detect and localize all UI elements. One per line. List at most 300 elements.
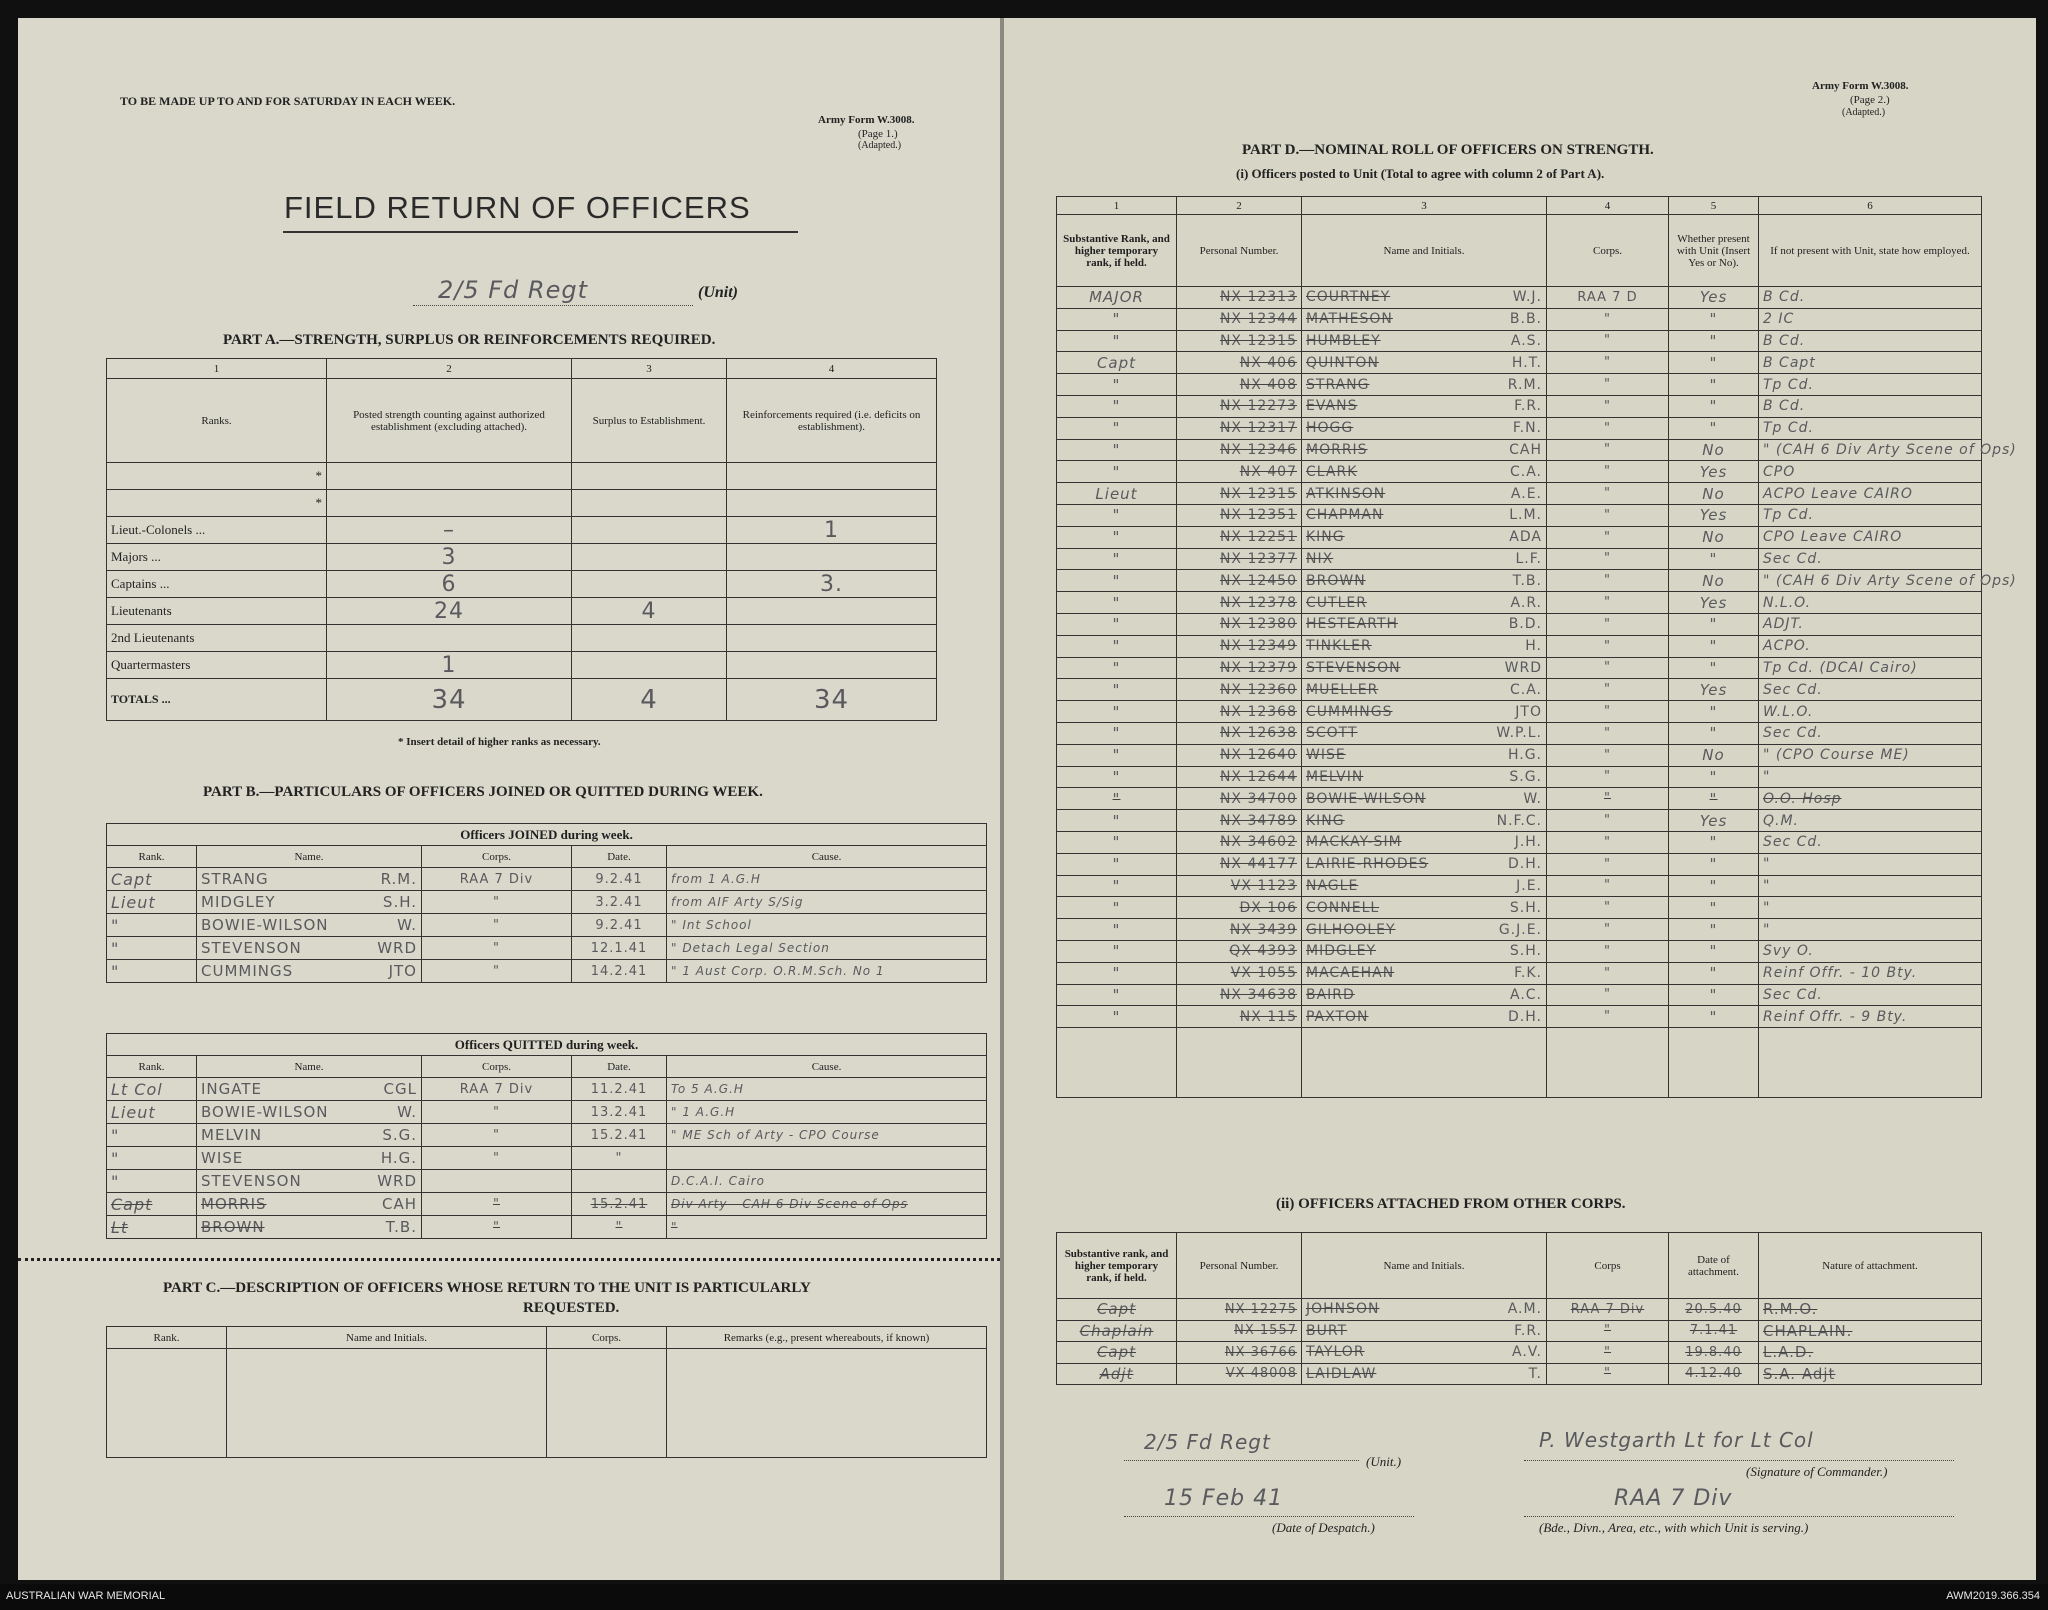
employed-cell: Sec Cd.	[1759, 548, 1982, 570]
name-cell	[197, 1147, 422, 1170]
rank-cell: "	[1057, 831, 1177, 853]
corps-cell: "	[1547, 744, 1669, 766]
attached-row	[1057, 1363, 1982, 1385]
roll-row	[1057, 635, 1982, 657]
employed-cell: Tp Cd. (DCAI Cairo)	[1759, 657, 1982, 679]
col-header-name: Name and Initials.	[1302, 215, 1547, 287]
roll-row	[1057, 395, 1982, 417]
roll-row	[1057, 439, 1982, 461]
nature-cell: R.M.O.	[1759, 1299, 1982, 1321]
surname: HUMBLEY	[1306, 332, 1381, 349]
employed-cell: "	[1759, 897, 1982, 919]
present-cell: "	[1669, 766, 1759, 788]
employed-cell: Sec Cd.	[1759, 984, 1982, 1006]
col-header-surplus: Surplus to Establishment.	[572, 379, 727, 463]
present-cell: "	[1669, 984, 1759, 1006]
number-cell: NX 12450	[1177, 570, 1302, 592]
cause-cell: " 1 Aust Corp. O.R.M.Sch. No 1	[667, 960, 987, 983]
roll-row	[1057, 897, 1982, 919]
initials: WRD	[377, 939, 417, 957]
col-header-number: Personal Number.	[1177, 215, 1302, 287]
surname: CUMMINGS	[1306, 703, 1393, 720]
number-cell: NX 12378	[1177, 592, 1302, 614]
surname: HESTEARTH	[1306, 616, 1399, 633]
corps-cell: "	[1547, 461, 1669, 483]
surname: EVANS	[1306, 398, 1358, 415]
col-header-posted: Posted strength counting against authorized establishment (excluding attached).	[327, 379, 572, 463]
name-cell	[1302, 744, 1547, 766]
cause-cell: To 5 A.G.H	[667, 1078, 987, 1101]
present-cell: "	[1669, 657, 1759, 679]
employed-cell: Svy O.	[1759, 940, 1982, 962]
present-cell: No	[1669, 570, 1759, 592]
name-cell	[1302, 1299, 1547, 1321]
number-cell: NX 1557	[1177, 1320, 1302, 1342]
signature-line	[1524, 1460, 1954, 1461]
unit-handwritten: 2/5 Fd Regt	[1144, 1430, 1271, 1454]
col-rank: Rank.	[107, 1327, 227, 1349]
bde-handwritten: RAA 7 Div	[1614, 1486, 1733, 1511]
col-header-corps: Corps.	[1547, 215, 1669, 287]
rank-cell: "	[1057, 1006, 1177, 1028]
initials: A.S.	[1510, 332, 1542, 349]
part-a-footnote: * Insert detail of higher ranks as necessary.	[398, 736, 601, 748]
rank-cell: "	[1057, 613, 1177, 635]
attached-rows	[1057, 1299, 1982, 1385]
present-cell: No	[1669, 483, 1759, 505]
cause-cell: " Detach Legal Section	[667, 937, 987, 960]
col-header-reinf: Reinforcements required (i.e. deficits on establishment).	[727, 379, 937, 463]
employed-cell: CPO Leave CAIRO	[1759, 526, 1982, 548]
attached-row	[1057, 1299, 1982, 1321]
number-cell: NX 12344	[1177, 308, 1302, 330]
present-cell: "	[1669, 788, 1759, 810]
form-number: Army Form W.3008.	[818, 114, 915, 126]
posted-value: –	[327, 517, 572, 544]
cause-cell: " Int School	[667, 914, 987, 937]
present-cell: Yes	[1669, 287, 1759, 309]
nature-cell: S.A. Adjt	[1759, 1363, 1982, 1385]
rank-label: Majors ...	[107, 544, 327, 571]
part-a-row	[107, 517, 937, 544]
corps-cell: "	[1547, 810, 1669, 832]
date-cell: 13.2.41	[572, 1101, 667, 1124]
surname: INGATE	[201, 1080, 263, 1098]
roll-row	[1057, 374, 1982, 396]
col-corps: Corps.	[547, 1327, 667, 1349]
corps-cell: RAA 7 D	[1547, 287, 1669, 309]
roll-row	[1057, 548, 1982, 570]
surplus-value	[572, 652, 727, 679]
col-num: 4	[727, 359, 937, 379]
initials: J.E.	[1516, 877, 1542, 894]
initials: S.H.	[382, 893, 417, 911]
archive-footer	[0, 1584, 2048, 1610]
corps-cell: "	[1547, 526, 1669, 548]
nominal-roll-rows	[1057, 287, 2017, 1028]
initials: WRD	[377, 1172, 417, 1190]
number-cell: NX 12275	[1177, 1299, 1302, 1321]
surname: CUTLER	[1306, 594, 1367, 611]
posted-value	[327, 490, 572, 517]
quitted-row	[107, 1193, 987, 1216]
roll-row	[1057, 526, 1982, 548]
name-cell	[1302, 417, 1547, 439]
name-cell	[1302, 1320, 1547, 1342]
corps-cell: RAA 7 Div	[422, 1078, 572, 1101]
employed-cell: B Capt	[1759, 352, 1982, 374]
col-header-employed: If not present with Unit, state how employed.	[1759, 215, 1982, 287]
date-cell: 7.1.41	[1669, 1320, 1759, 1342]
name-cell	[1302, 439, 1547, 461]
joined-table	[106, 823, 987, 983]
rank-cell: "	[107, 1147, 197, 1170]
col-header-present: Whether present with Unit (Insert Yes or No).	[1669, 215, 1759, 287]
form-page: (Page 1.)	[858, 128, 898, 140]
present-cell: Yes	[1669, 504, 1759, 526]
employed-cell: N.L.O.	[1759, 592, 1982, 614]
att-col-nature: Nature of attachment.	[1759, 1233, 1982, 1299]
joined-row	[107, 868, 987, 891]
col-num: 2	[327, 359, 572, 379]
cause-cell	[667, 1147, 987, 1170]
name-cell	[1302, 831, 1547, 853]
surname: TINKLER	[1306, 638, 1372, 655]
corps-cell: "	[1547, 439, 1669, 461]
surname: SCOTT	[1306, 725, 1358, 742]
roll-row	[1057, 940, 1982, 962]
surname: TAYLOR	[1306, 1344, 1365, 1361]
cause-cell: " ME Sch of Arty - CPO Course	[667, 1124, 987, 1147]
employed-cell: Tp Cd.	[1759, 374, 1982, 396]
right-page	[1004, 18, 2036, 1580]
part-a-row	[107, 571, 937, 598]
present-cell: Yes	[1669, 592, 1759, 614]
corps-cell: "	[1547, 657, 1669, 679]
surname: MUELLER	[1306, 681, 1379, 698]
perforation-line	[18, 1258, 1000, 1261]
name-cell	[1302, 570, 1547, 592]
present-cell: "	[1669, 897, 1759, 919]
initials: CAH	[1509, 441, 1542, 458]
form-adapted: (Adapted.)	[1842, 107, 1886, 118]
roll-row	[1057, 788, 1982, 810]
corps-cell: "	[1547, 722, 1669, 744]
surname: STEVENSON	[1306, 659, 1401, 676]
surname: MELVIN	[1306, 768, 1364, 785]
initials: F.K.	[1514, 965, 1542, 982]
rank-cell: "	[107, 937, 197, 960]
name-cell	[1302, 395, 1547, 417]
initials: S.G.	[382, 1126, 417, 1144]
initials: F.R.	[1514, 1322, 1542, 1339]
number-cell: NX 408	[1177, 374, 1302, 396]
name-cell	[1302, 962, 1547, 984]
number-cell: NX 34602	[1177, 831, 1302, 853]
corps-cell: "	[422, 914, 572, 937]
rank-label: Lieutenants	[107, 598, 327, 625]
name-cell	[1302, 897, 1547, 919]
corps-cell: "	[1547, 635, 1669, 657]
surname: JOHNSON	[1306, 1301, 1380, 1318]
part-a-row	[107, 625, 937, 652]
col-header-rank: Substantive Rank, and higher temporary rank, if held.	[1057, 215, 1177, 287]
totals-surplus: 4	[572, 679, 727, 721]
attached-row	[1057, 1320, 1982, 1342]
col-num: 3	[572, 359, 727, 379]
employed-cell: B Cd.	[1759, 287, 1982, 309]
joined-title: Officers JOINED during week.	[107, 824, 987, 846]
part-a-row	[107, 490, 937, 517]
present-cell: "	[1669, 548, 1759, 570]
section-ii-title: (ii) OFFICERS ATTACHED FROM OTHER CORPS.	[1276, 1196, 1626, 1212]
col-header-ranks: Ranks.	[107, 379, 327, 463]
name-cell	[1302, 308, 1547, 330]
number-cell: NX 12315	[1177, 330, 1302, 352]
date-cell: 3.2.41	[572, 891, 667, 914]
surname: BOWIE-WILSON	[1306, 790, 1426, 807]
rank-cell: Capt	[107, 868, 197, 891]
rank-cell: "	[1057, 461, 1177, 483]
employed-cell: W.L.O.	[1759, 701, 1982, 723]
roll-row	[1057, 701, 1982, 723]
surname: ATKINSON	[1306, 485, 1386, 502]
corps-cell: "	[1547, 592, 1669, 614]
surname: BROWN	[1306, 572, 1366, 589]
rank-cell: "	[1057, 853, 1177, 875]
archive-id: AWM2019.366.354	[1946, 1590, 2040, 1602]
col-cause: Cause.	[667, 1056, 987, 1078]
rank-cell: Lieut	[107, 1101, 197, 1124]
roll-row	[1057, 330, 1982, 352]
employed-cell: Tp Cd.	[1759, 417, 1982, 439]
left-page	[18, 18, 1000, 1580]
rank-cell: "	[107, 1170, 197, 1193]
corps-cell: "	[422, 1147, 572, 1170]
quitted-row	[107, 1078, 987, 1101]
surname: LAIDLAW	[1306, 1365, 1377, 1382]
employed-cell: Reinf Offr. - 10 Bty.	[1759, 962, 1982, 984]
date-cell: 15.2.41	[572, 1193, 667, 1216]
number-cell: NX 3439	[1177, 919, 1302, 941]
present-cell: No	[1669, 439, 1759, 461]
rank-cell: "	[1057, 592, 1177, 614]
name-cell	[197, 937, 422, 960]
initials: B.B.	[1509, 311, 1542, 328]
quitted-row	[107, 1124, 987, 1147]
present-cell: "	[1669, 919, 1759, 941]
present-cell: "	[1669, 635, 1759, 657]
name-cell	[1302, 592, 1547, 614]
number-cell: NX 406	[1177, 352, 1302, 374]
surname: COURTNEY	[1306, 289, 1391, 306]
number-cell: NX 12644	[1177, 766, 1302, 788]
col-num: 1	[1057, 197, 1177, 215]
name-cell	[1302, 1363, 1547, 1385]
title-underline	[283, 231, 798, 233]
surname: MIDGLEY	[201, 893, 276, 911]
cause-cell: from 1 A.G.H	[667, 868, 987, 891]
present-cell: "	[1669, 374, 1759, 396]
corps-cell: "	[1547, 679, 1669, 701]
surname: CLARK	[1306, 463, 1358, 480]
roll-row	[1057, 613, 1982, 635]
part-a-row	[107, 544, 937, 571]
reinf-value: 1	[727, 517, 937, 544]
number-cell: NX 12313	[1177, 287, 1302, 309]
rank-cell: Chaplain	[1057, 1320, 1177, 1342]
employed-cell: B Cd.	[1759, 395, 1982, 417]
initials: T.B.	[1512, 572, 1542, 589]
rank-cell: Capt	[1057, 1299, 1177, 1321]
joined-row	[107, 960, 987, 983]
present-cell: "	[1669, 962, 1759, 984]
rank-label: Captains ...	[107, 571, 327, 598]
rank-cell: Capt	[1057, 1342, 1177, 1364]
name-cell	[1302, 635, 1547, 657]
name-cell	[1302, 330, 1547, 352]
quitted-rows	[107, 1078, 987, 1239]
surname: STRANG	[1306, 376, 1370, 393]
reinf-value	[727, 544, 937, 571]
rank-cell: "	[1057, 962, 1177, 984]
surname: MATHESON	[1306, 311, 1393, 328]
present-cell: Yes	[1669, 461, 1759, 483]
surname: CHAPMAN	[1306, 507, 1384, 524]
quitted-row	[107, 1170, 987, 1193]
corps-cell: "	[1547, 504, 1669, 526]
roll-row	[1057, 287, 1982, 309]
present-cell: "	[1669, 395, 1759, 417]
surname: PAXTON	[1306, 1008, 1369, 1025]
surname: BAIRD	[1306, 986, 1355, 1003]
despatch-label: (Date of Despatch.)	[1272, 1520, 1375, 1535]
employed-cell: ACPO.	[1759, 635, 1982, 657]
roll-row	[1057, 722, 1982, 744]
initials: C.A.	[1509, 681, 1542, 698]
part-a-row	[107, 463, 937, 490]
employed-cell: Reinf Offr. - 9 Bty.	[1759, 1006, 1982, 1028]
rank-cell: "	[1057, 984, 1177, 1006]
col-rank: Rank.	[107, 1056, 197, 1078]
corps-cell: "	[1547, 1342, 1669, 1364]
posted-value: 3	[327, 544, 572, 571]
name-cell	[1302, 1342, 1547, 1364]
commander-signature: P. Westgarth Lt for Lt Col	[1539, 1428, 1814, 1452]
corps-cell	[422, 1170, 572, 1193]
employed-cell: 2 IC	[1759, 308, 1982, 330]
part-a-row	[107, 598, 937, 625]
roll-row	[1057, 984, 1982, 1006]
name-cell	[197, 960, 422, 983]
totals-row	[107, 679, 937, 721]
part-a-title: PART A.—STRENGTH, SURPLUS OR REINFORCEMENTS REQUIRED.	[223, 332, 716, 348]
col-rank: Rank.	[107, 846, 197, 868]
employed-cell: Q.M.	[1759, 810, 1982, 832]
corps-cell: "	[1547, 483, 1669, 505]
attached-table	[1056, 1232, 1982, 1385]
rank-cell: Adjt	[1057, 1363, 1177, 1385]
col-num: 2	[1177, 197, 1302, 215]
surname: MORRIS	[1306, 441, 1368, 458]
present-cell: Yes	[1669, 810, 1759, 832]
rank-cell: Lt Col	[107, 1078, 197, 1101]
date-cell: "	[572, 1147, 667, 1170]
col-cause: Cause.	[667, 846, 987, 868]
initials: F.R.	[1514, 398, 1542, 415]
corps-cell: "	[1547, 1006, 1669, 1028]
rank-cell: "	[1057, 526, 1177, 548]
posted-value	[327, 463, 572, 490]
quitted-row	[107, 1101, 987, 1124]
surname: GILHOOLEY	[1306, 921, 1396, 938]
rank-cell: "	[1057, 940, 1177, 962]
rank-cell: "	[1057, 722, 1177, 744]
name-cell	[1302, 853, 1547, 875]
initials: W.	[397, 916, 417, 934]
initials: J.H.	[1514, 834, 1542, 851]
joined-row	[107, 914, 987, 937]
name-cell	[1302, 788, 1547, 810]
part-a-table	[106, 358, 937, 721]
roll-row	[1057, 504, 1982, 526]
rank-cell: "	[1057, 788, 1177, 810]
employed-cell: "	[1759, 919, 1982, 941]
signature-label: (Signature of Commander.)	[1746, 1464, 1888, 1479]
roll-row	[1057, 352, 1982, 374]
rank-cell: "	[1057, 810, 1177, 832]
employed-cell: "	[1759, 853, 1982, 875]
corps-cell: "	[1547, 613, 1669, 635]
att-col-name: Name and Initials.	[1302, 1233, 1547, 1299]
rank-cell: "	[1057, 701, 1177, 723]
reinf-value	[727, 490, 937, 517]
roll-row	[1057, 483, 1982, 505]
rank-cell: Lt	[107, 1216, 197, 1239]
corps-cell: "	[422, 937, 572, 960]
roll-row	[1057, 919, 1982, 941]
part-c-title-2: REQUESTED.	[523, 1300, 620, 1316]
col-name: Name and Initials.	[227, 1327, 547, 1349]
initials: R.M.	[1507, 376, 1542, 393]
employed-cell: Sec Cd.	[1759, 831, 1982, 853]
name-cell	[1302, 352, 1547, 374]
name-cell	[1302, 701, 1547, 723]
col-date: Date.	[572, 846, 667, 868]
cause-cell: from AIF Arty S/Sig	[667, 891, 987, 914]
name-cell	[1302, 657, 1547, 679]
unit-line	[413, 305, 693, 306]
rank-cell: Lieut	[107, 891, 197, 914]
employed-cell: " (CAH 6 Div Arty Scene of Ops)	[1759, 570, 1982, 592]
roll-row	[1057, 570, 1982, 592]
corps-cell: "	[422, 960, 572, 983]
rank-cell: "	[1057, 548, 1177, 570]
employed-cell: " (CPO Course ME)	[1759, 744, 1982, 766]
number-cell: VX 1055	[1177, 962, 1302, 984]
roll-row	[1057, 831, 1982, 853]
date-cell: 15.2.41	[572, 1124, 667, 1147]
number-cell: NX 12346	[1177, 439, 1302, 461]
present-cell: No	[1669, 526, 1759, 548]
initials: JTO	[388, 962, 417, 980]
corps-cell: "	[422, 891, 572, 914]
corps-cell: "	[1547, 352, 1669, 374]
surname: HOGG	[1306, 420, 1354, 437]
surname: WISE	[1306, 747, 1346, 764]
date-cell: 9.2.41	[572, 914, 667, 937]
rank-cell: "	[1057, 417, 1177, 439]
